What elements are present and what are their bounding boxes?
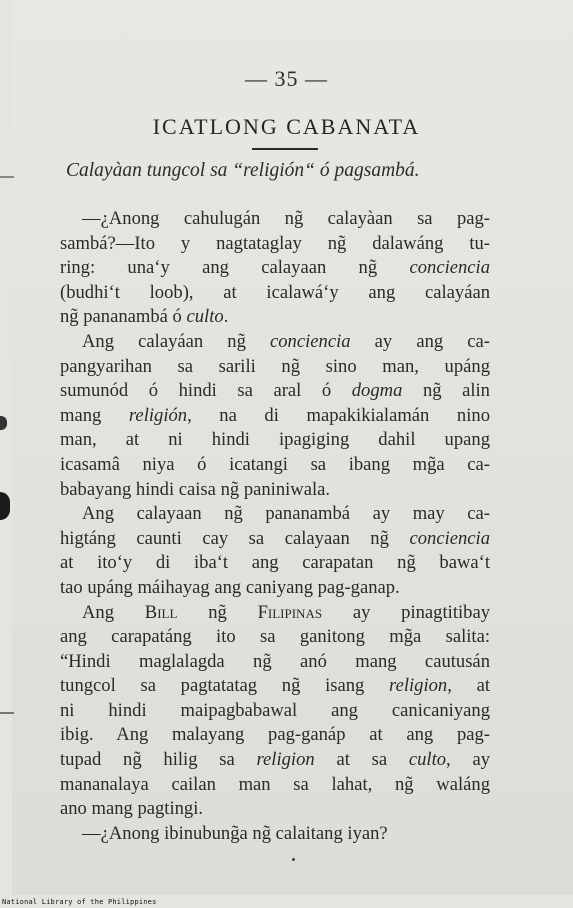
- text-line: —¿Anong cahulugán ng̃ calayàan sa pag-: [82, 208, 490, 229]
- body-text: [60, 207, 490, 846]
- text-line: Ang calayaan ng̃ pananambá ay may ca-: [82, 503, 490, 525]
- margin-ink-blot: [0, 416, 7, 430]
- text-line: “Hindi maglalagda ng̃ anó mang cautusán: [60, 650, 490, 672]
- title-rule: [252, 148, 318, 150]
- text-line: (budhi‘t loob), at icalawá‘y ang calayáan: [60, 281, 490, 303]
- text-line: at ito‘y di iba‘t ang carapatan ng̃ bawa‘t: [60, 552, 490, 574]
- text-line: ibig. Ang malayang pag-ganáp at ang pag-: [60, 724, 490, 746]
- ink-speck: [292, 858, 295, 861]
- margin-tick-mark: [0, 176, 14, 178]
- chapter-title: ICATLONG CABANATA: [152, 114, 421, 139]
- page-number: — 35 —: [245, 66, 328, 91]
- text-line: Ang calayáan ng̃ conciencia ay ang ca-: [82, 330, 490, 352]
- text-line: tungcol sa pagtatatag ng̃ isang religion, at: [60, 675, 491, 697]
- text-line: sambá?—Ito y nagtataglay ng̃ dalawáng tu-: [60, 232, 490, 254]
- text-line: man, at ni hindi ipagiging dahil upang: [60, 429, 490, 451]
- text-line: ng̃ pananambá ó culto.: [60, 306, 229, 328]
- text-line: mang religión, na di mapakikialamán nino: [60, 404, 490, 426]
- text-line: icasamâ niya ó icatangi sa ibang mg̃a ca-: [60, 453, 490, 475]
- text-line: pangyarihan sa sarili ng̃ sino man, upáng: [60, 355, 490, 377]
- text-line: Ang Bill ng̃ Filipinas ay pinagtitibay: [82, 601, 490, 623]
- text-line: ano mang pagtingi.: [60, 798, 204, 820]
- text-line: higtáng caunti cay sa calayaan ng̃ conciencia: [60, 527, 490, 549]
- margin-tick-mark: [0, 712, 14, 714]
- text-line: babayang hindi caisa ng̃ paniniwala.: [60, 478, 331, 500]
- text-line: tupad ng̃ hilig sa religion at sa culto, ay: [60, 749, 490, 771]
- text-line: ring: una‘y ang calayaan ng̃ conciencia: [60, 257, 490, 279]
- chapter-subtitle: Calayàan tungcol sa “religión“ ó pagsambá.: [66, 160, 420, 181]
- text-line: sumunód ó hindi sa aral ó dogma ng̃ alin: [60, 380, 490, 402]
- binding-hole-mark: [0, 492, 10, 520]
- text-line: mananalaya cailan man sa lahat, ng̃ waláng: [60, 773, 490, 795]
- library-credit: National Library of the Philippines: [2, 898, 157, 906]
- text-line: —¿Anong ibinubung̃a ng̃ calaitang iyan?: [82, 822, 388, 844]
- text-line: ang carapatáng ito sa ganitong mg̃a salita:: [60, 626, 490, 648]
- text-line: ni hindi maipagbabawal ang canicaniyang: [60, 699, 490, 721]
- text-line: tao upáng máihayag ang caniyang pag-ganap.: [60, 576, 400, 598]
